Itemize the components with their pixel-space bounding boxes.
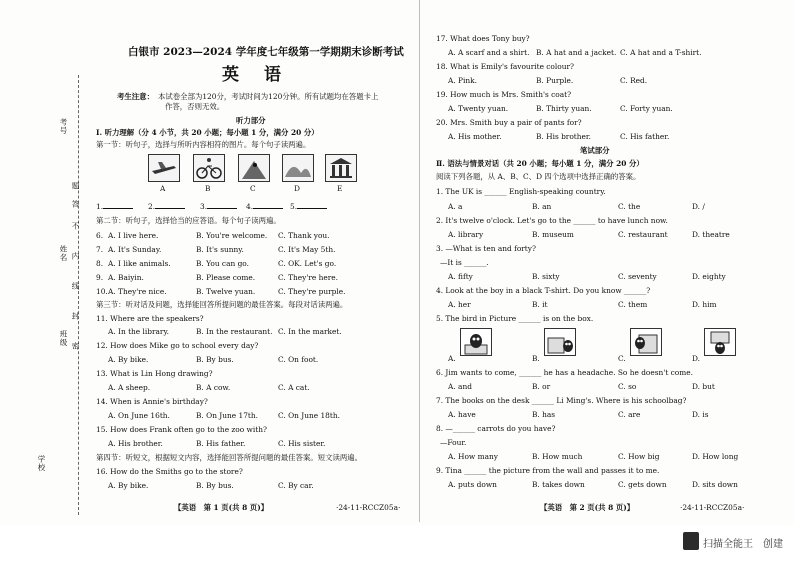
picture-b-bike <box>193 154 225 182</box>
w-q8-reply: —Four. <box>440 438 467 447</box>
w-q6-opt-d: D. but <box>692 382 715 391</box>
notice-line-1: 本试卷全部为120分，考试时间为120分钟。所有试题均在答题卡上 <box>158 92 379 101</box>
w-q2-opt-c: C. restaurant <box>618 230 668 239</box>
q6-opt-c: C. Thank you. <box>278 231 330 240</box>
w-q4-opt-c: C. them <box>618 300 648 309</box>
q11-opt-c: C. In the market. <box>278 327 342 336</box>
listening-section-title: 听力部分 <box>236 116 266 125</box>
q14-stem: 14. When is Annie's birthday? <box>96 397 208 406</box>
w-q5-opt-b: B. <box>532 354 540 363</box>
q13-opt-b: B. A cow. <box>196 383 231 392</box>
w-q6-opt-a: A. and <box>448 382 472 391</box>
left-page-footer: 【英语 第 1 页(共 8 页)】 <box>174 503 269 512</box>
owl-picture-d <box>704 328 736 356</box>
q16-stem: 16. How do the Smiths go to the store? <box>96 467 243 476</box>
q17-opt-b: B. A hat and a jacket. <box>536 48 617 57</box>
w-q1-stem: 1. The UK is ______ English-speaking country. <box>436 187 606 196</box>
q19-opt-b: B. Thirty yuan. <box>536 104 592 113</box>
w-q7-opt-a: A. have <box>448 410 476 419</box>
w-q3-opt-d: D. eighty <box>692 272 726 281</box>
w-q8-stem: 8. —______ carrots do you have? <box>436 424 556 433</box>
picture-d-hills <box>282 154 314 182</box>
banji-label: 班级 <box>59 330 68 347</box>
q13-opt-c: C. A cat. <box>278 383 310 392</box>
w-q2-opt-a: A. library <box>448 230 484 239</box>
w-q9-stem: 9. Tina ______ the picture from the wall and passes it to me. <box>436 466 660 475</box>
answer-blank-4 <box>246 202 283 211</box>
w-q5-opt-d: D. <box>692 354 701 363</box>
q6-num: 6. <box>96 231 104 240</box>
w-q8-opt-a: A. How many <box>448 452 498 461</box>
blank-line-4 <box>253 208 283 209</box>
grammar-heading: Ⅱ. 语法与情景对话（共 20 小题；每小题 1 分，满分 20 分） <box>436 159 644 168</box>
section3-instructions: 第三节：听对话及问题，选择能回答所提问题的最佳答案。每段对话读两遍。 <box>96 300 348 309</box>
left-page-code: ·24-11-RCCZ05a· <box>336 503 401 512</box>
q15-stem: 15. How does Frank often go to the zoo with? <box>96 425 267 434</box>
q18-opt-c: C. Red. <box>620 76 648 85</box>
q12-opt-a: A. By bike. <box>108 355 149 364</box>
q7-opt-c: C. It's May 5th. <box>278 245 336 254</box>
q16-opt-a: A. By bike. <box>108 481 149 490</box>
written-section-title: 笔试部分 <box>580 146 610 155</box>
q14-opt-b: B. On June 17th. <box>196 411 258 420</box>
blank-line-1 <box>103 208 133 209</box>
w-q8-opt-d: D. How long <box>692 452 739 461</box>
q8-opt-a: A. I like animals. <box>108 259 171 268</box>
q12-opt-c: C. On foot. <box>278 355 319 364</box>
w-q3-opt-c: C. seventy <box>618 272 657 281</box>
q7-opt-a: A. It's Sunday. <box>108 245 162 254</box>
kaohao-label: 考号 <box>59 118 68 135</box>
q15-opt-b: B. His father. <box>196 439 246 448</box>
w-q2-stem: 2. It's twelve o'clock. Let's go to the ______ to have lunch now. <box>436 216 668 225</box>
seal-char-2: 答 <box>71 200 80 209</box>
q11-stem: 11. Where are the speakers? <box>96 314 204 323</box>
right-page-code: ·24-11-RCCZ05a· <box>680 503 745 512</box>
listening-heading: Ⅰ. 听力理解（分 4 小节，共 20 小题；每小题 1 分，满分 20 分） <box>96 128 319 137</box>
answer-blank-1 <box>96 202 133 211</box>
w-q4-opt-b: B. it <box>532 300 548 309</box>
q6-opt-a: A. I live here. <box>108 231 159 240</box>
blank-num-3: 3. <box>200 202 208 211</box>
q16-opt-b: B. By bus. <box>196 481 234 490</box>
notice-line-2: 作答，否则无效。 <box>165 102 225 111</box>
q9-opt-c: C. They're here. <box>278 273 339 282</box>
w-q6-opt-b: B. or <box>532 382 551 391</box>
w-q4-opt-a: A. her <box>448 300 471 309</box>
scanner-logo-icon <box>683 532 699 550</box>
q12-stem: 12. How does Mike go to school every day? <box>96 341 259 350</box>
seal-char-3: 不 <box>71 222 80 231</box>
q15-opt-a: A. His brother. <box>108 439 163 448</box>
q13-opt-a: A. A sheep. <box>108 383 151 392</box>
w-q5-opt-a: A. <box>448 354 456 363</box>
seal-line <box>78 75 79 515</box>
seal-char-6: 封 <box>71 312 80 321</box>
right-page-footer: 【英语 第 2 页(共 8 页)】 <box>540 503 635 512</box>
q10-num: 10. <box>96 287 108 296</box>
w-q3-reply: —It is ______. <box>440 258 489 267</box>
w-q8-opt-c: C. How big <box>618 452 660 461</box>
q9-opt-a: A. Baiyin. <box>108 273 144 282</box>
q7-opt-b: B. It's sunny. <box>196 245 244 254</box>
q8-num: 8. <box>96 259 104 268</box>
seal-char-1: 题 <box>71 182 80 191</box>
q16-opt-c: C. By car. <box>278 481 314 490</box>
q10-opt-a: A. They're nice. <box>108 287 167 296</box>
w-q1-opt-c: C. the <box>618 202 641 211</box>
w-q9-opt-d: D. sits down <box>692 480 738 489</box>
page-fold <box>419 0 420 522</box>
q9-num: 9. <box>96 273 104 282</box>
w-q1-opt-d: D. / <box>692 202 705 211</box>
w-q3-opt-a: A. fifty <box>448 272 473 281</box>
picture-letter-a: A <box>160 184 166 193</box>
section1-instructions: 第一节：听句子，选择与所听内容相符的图片。每个句子读两遍。 <box>96 140 311 149</box>
w-q3-stem: 3. —What is ten and forty? <box>436 244 536 253</box>
w-q6-stem: 6. Jim wants to come, ______ he has a headache. So he doesn't come. <box>436 368 693 377</box>
q15-opt-c: C. His sister. <box>278 439 326 448</box>
blank-num-1: 1. <box>96 202 104 211</box>
w-q2-opt-d: D. theatre <box>692 230 730 239</box>
picture-e-museum <box>325 154 357 182</box>
w-q2-opt-b: B. museum <box>532 230 574 239</box>
q18-stem: 18. What is Emily's favourite colour? <box>436 62 574 71</box>
q11-opt-b: B. In the restaurant. <box>196 327 273 336</box>
owl-picture-a <box>460 328 492 356</box>
w-q4-opt-d: D. him <box>692 300 717 309</box>
notice-label: 考生注意： <box>117 92 154 101</box>
exam-title: 白银市 2023—2024 学年度七年级第一学期期末诊断考试 <box>128 46 404 58</box>
q10-opt-c: C. They're purple. <box>278 287 346 296</box>
w-q7-opt-b: B. has <box>532 410 556 419</box>
xingming-label: 姓名 <box>59 245 68 262</box>
q20-stem: 20. Mrs. Smith buy a pair of pants for? <box>436 118 582 127</box>
q18-opt-a: A. Pink. <box>448 76 477 85</box>
q12-opt-b: B. By bus. <box>196 355 234 364</box>
w-q8-opt-b: B. How much <box>532 452 583 461</box>
w-q5-stem: 5. The bird in Picture ______ is on the box. <box>436 314 594 323</box>
answer-blank-2 <box>148 202 185 211</box>
section4-instructions: 第四节：听短文，根据短文内容，选择能回答所提问题的最佳答案。短文读两遍。 <box>96 453 363 462</box>
w-q9-opt-b: B. takes down <box>532 480 585 489</box>
picture-c-climb <box>238 154 270 182</box>
seal-char-7: 密 <box>71 342 80 351</box>
q14-opt-a: A. On June 16th. <box>108 411 170 420</box>
q19-opt-c: C. Forty yuan. <box>620 104 673 113</box>
q11-opt-a: A. In the library. <box>108 327 169 336</box>
w-q1-opt-b: B. an <box>532 202 552 211</box>
blank-line-3 <box>207 208 237 209</box>
picture-letter-e: E <box>337 184 343 193</box>
picture-a-plane <box>148 154 180 182</box>
blank-num-4: 4. <box>246 202 254 211</box>
seal-char-4: 内 <box>71 252 80 261</box>
blank-line-5 <box>297 208 327 209</box>
w-q7-opt-d: D. is <box>692 410 709 419</box>
blank-num-2: 2. <box>148 202 156 211</box>
w-q3-opt-b: B. sixty <box>532 272 560 281</box>
picture-letter-c: C <box>250 184 256 193</box>
q17-opt-c: C. A hat and a T-shirt. <box>620 48 702 57</box>
q10-opt-b: B. Twelve yuan. <box>196 287 256 296</box>
q9-opt-b: B. Please come. <box>196 273 256 282</box>
q8-opt-c: C. OK. Let's go. <box>278 259 337 268</box>
section2-instructions: 第二节：听句子，选择恰当的应答语。每个句子读两遍。 <box>96 216 281 225</box>
w-q4-stem: 4. Look at the boy in a black T-shirt. Do you know ______? <box>436 286 651 295</box>
q18-opt-b: B. Purple. <box>536 76 574 85</box>
q17-opt-a: A. A scarf and a shirt. <box>448 48 530 57</box>
blank-line-2 <box>155 208 185 209</box>
owl-picture-b <box>544 328 576 356</box>
w-q5-opt-c: C. <box>618 354 626 363</box>
scanner-watermark-text: 扫描全能王 创建 <box>703 539 783 550</box>
q13-stem: 13. What is Lin Hong drawing? <box>96 369 213 378</box>
owl-picture-c <box>630 328 662 356</box>
subject-title: 英 语 <box>222 65 285 85</box>
seal-char-5: 线 <box>71 282 80 291</box>
q7-num: 7. <box>96 245 104 254</box>
w-q9-opt-a: A. puts down <box>448 480 497 489</box>
q19-stem: 19. How much is Mrs. Smith's coat? <box>436 90 572 99</box>
w-q9-opt-c: C. gets down <box>618 480 667 489</box>
watermark-strip <box>0 525 794 562</box>
w-q7-opt-c: C. are <box>618 410 641 419</box>
answer-blank-3 <box>200 202 237 211</box>
q17-stem: 17. What does Tony buy? <box>436 34 530 43</box>
w-q6-opt-c: C. so <box>618 382 637 391</box>
blank-num-5: 5. <box>290 202 298 211</box>
w-q7-stem: 7. The books on the desk ______ Li Ming's. Where is his schoolbag? <box>436 396 687 405</box>
q8-opt-b: B. You can go. <box>196 259 249 268</box>
q14-opt-c: C. On June 18th. <box>278 411 340 420</box>
grammar-instructions: 阅读下列各题，从 A、B、C、D 四个选项中选择正确的答案。 <box>436 172 641 181</box>
q6-opt-b: B. You're welcome. <box>196 231 268 240</box>
q20-opt-a: A. His mother. <box>448 132 502 141</box>
q19-opt-a: A. Twenty yuan. <box>448 104 509 113</box>
q20-opt-c: C. His father. <box>620 132 670 141</box>
answer-blank-5 <box>290 202 327 211</box>
picture-letter-b: B <box>205 184 211 193</box>
q20-opt-b: B. His brother. <box>536 132 591 141</box>
picture-letter-d: D <box>294 184 300 193</box>
w-q1-opt-a: A. a <box>448 202 463 211</box>
xuexiao-label: 学校 <box>37 455 46 472</box>
